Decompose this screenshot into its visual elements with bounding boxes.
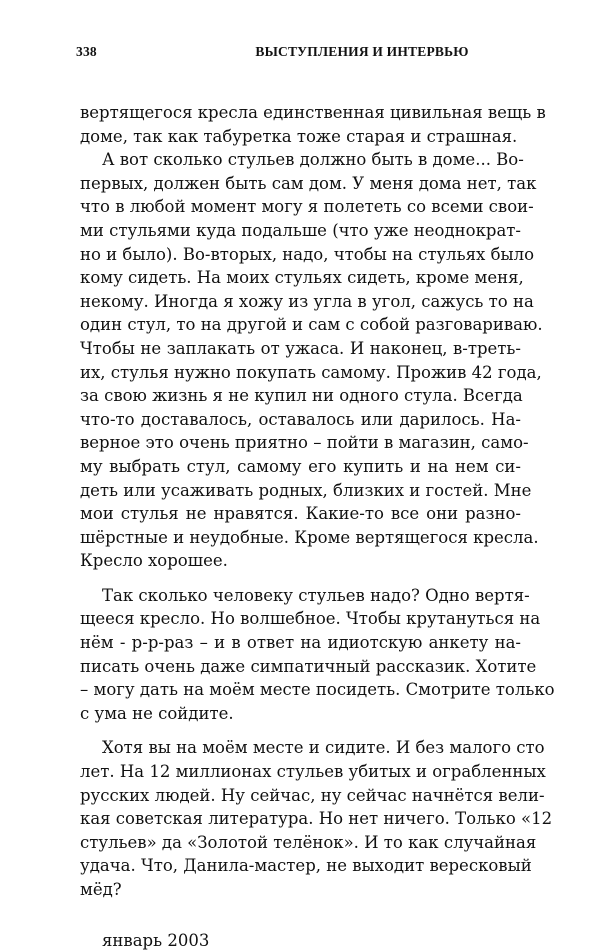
text-line: А вот сколько стульев должно быть в доме... Во-	[102, 150, 524, 170]
text-line: с ума не сойдите.	[80, 703, 234, 723]
text-line: мёд?	[80, 880, 122, 899]
running-head	[76, 44, 522, 64]
text-line: лет. На 12 миллионах стульев убитых и ограбленных	[80, 762, 546, 782]
text-line: их, стулья нужно покупать самому. Прожив 42 года,	[80, 362, 542, 382]
text-line: что-то доставалось, оставалось или дарилось. На-	[80, 409, 521, 429]
text-line: кая советская литература. Но нет ничего. Только «12	[80, 809, 553, 829]
text-line: кому сидеть. На моих стульях сидеть, кроме меня,	[80, 268, 524, 288]
page-number: 338	[76, 44, 97, 59]
section-title: ВЫСТУПЛЕНИЯ И ИНТЕРВЬЮ	[255, 44, 469, 59]
text-line: верное это очень приятно – пойти в магазин, само-	[80, 433, 529, 453]
dateline: январь 2003	[102, 930, 210, 950]
text-line: некому. Иногда я хожу из угла в угол, сажусь то на	[80, 291, 534, 311]
paragraph-spacer	[80, 725, 521, 736]
paragraph-spacer	[80, 573, 521, 584]
text-line: Кресло хорошее.	[80, 551, 228, 571]
text-line: Чтобы не заплакать от ужаса. И наконец, в-треть-	[80, 338, 521, 358]
text-line: первых, должен быть сам дом. У меня дома нет, так	[80, 173, 537, 193]
paragraph-spacer	[80, 902, 521, 929]
text-line: деть или усаживать родных, близких и гостей. Мне	[80, 480, 532, 500]
paragraph-4	[80, 736, 553, 901]
text-line: что в любой момент могу я полететь со всеми свои-	[80, 197, 534, 217]
text-line: но и было). Во-вторых, надо, чтобы на стульях было	[80, 244, 535, 264]
text-line: шёрстные и неудобные. Кроме вертящегося кресла.	[80, 527, 539, 547]
text-line: мои стулья не нравятся. Какие-то все они разно-	[80, 504, 521, 524]
text-line: – могу дать на моём месте посидеть. Смотрите только	[80, 680, 555, 700]
text-line: один стул, то на другой и сам с собой разговариваю.	[80, 315, 543, 335]
text-line: Так сколько человеку стульев надо? Одно вертя-	[102, 585, 530, 605]
paragraph-1	[80, 101, 546, 148]
text-line: Хотя вы на моём месте и сидите. И без малого сто	[102, 738, 545, 758]
text-line: доме, так как табуретка тоже старая и страшная.	[80, 126, 518, 146]
text-line: стульев» да «Золотой телёнок». И то как случайная	[80, 832, 537, 852]
text-line: нём - р-р-раз – и в ответ на идиотскую анкету на-	[80, 633, 521, 653]
text-line: вертящегося кресла единственная цивильная вещь в	[80, 103, 546, 122]
text-line: за свою жизнь я не купил ни одного стула. Всегда	[80, 386, 523, 406]
text-line: щееся кресло. Но волшебное. Чтобы крутануться на	[80, 609, 541, 629]
paragraph-3	[80, 584, 555, 726]
text-line: писать очень даже симпатичный рассказик. Хотите	[80, 656, 537, 676]
text-line: му выбрать стул, самому его купить и на нем си-	[80, 456, 521, 476]
body-text	[80, 101, 555, 952]
text-line: ми стульями куда подальше (что уже неоднократ-	[80, 220, 521, 240]
text-line: русских людей. Ну сейчас, ну сейчас начнётся вели-	[80, 785, 545, 805]
paragraph-2	[80, 148, 543, 573]
text-line: удача. Что, Данила-мастер, не выходит вересковый	[80, 856, 532, 876]
